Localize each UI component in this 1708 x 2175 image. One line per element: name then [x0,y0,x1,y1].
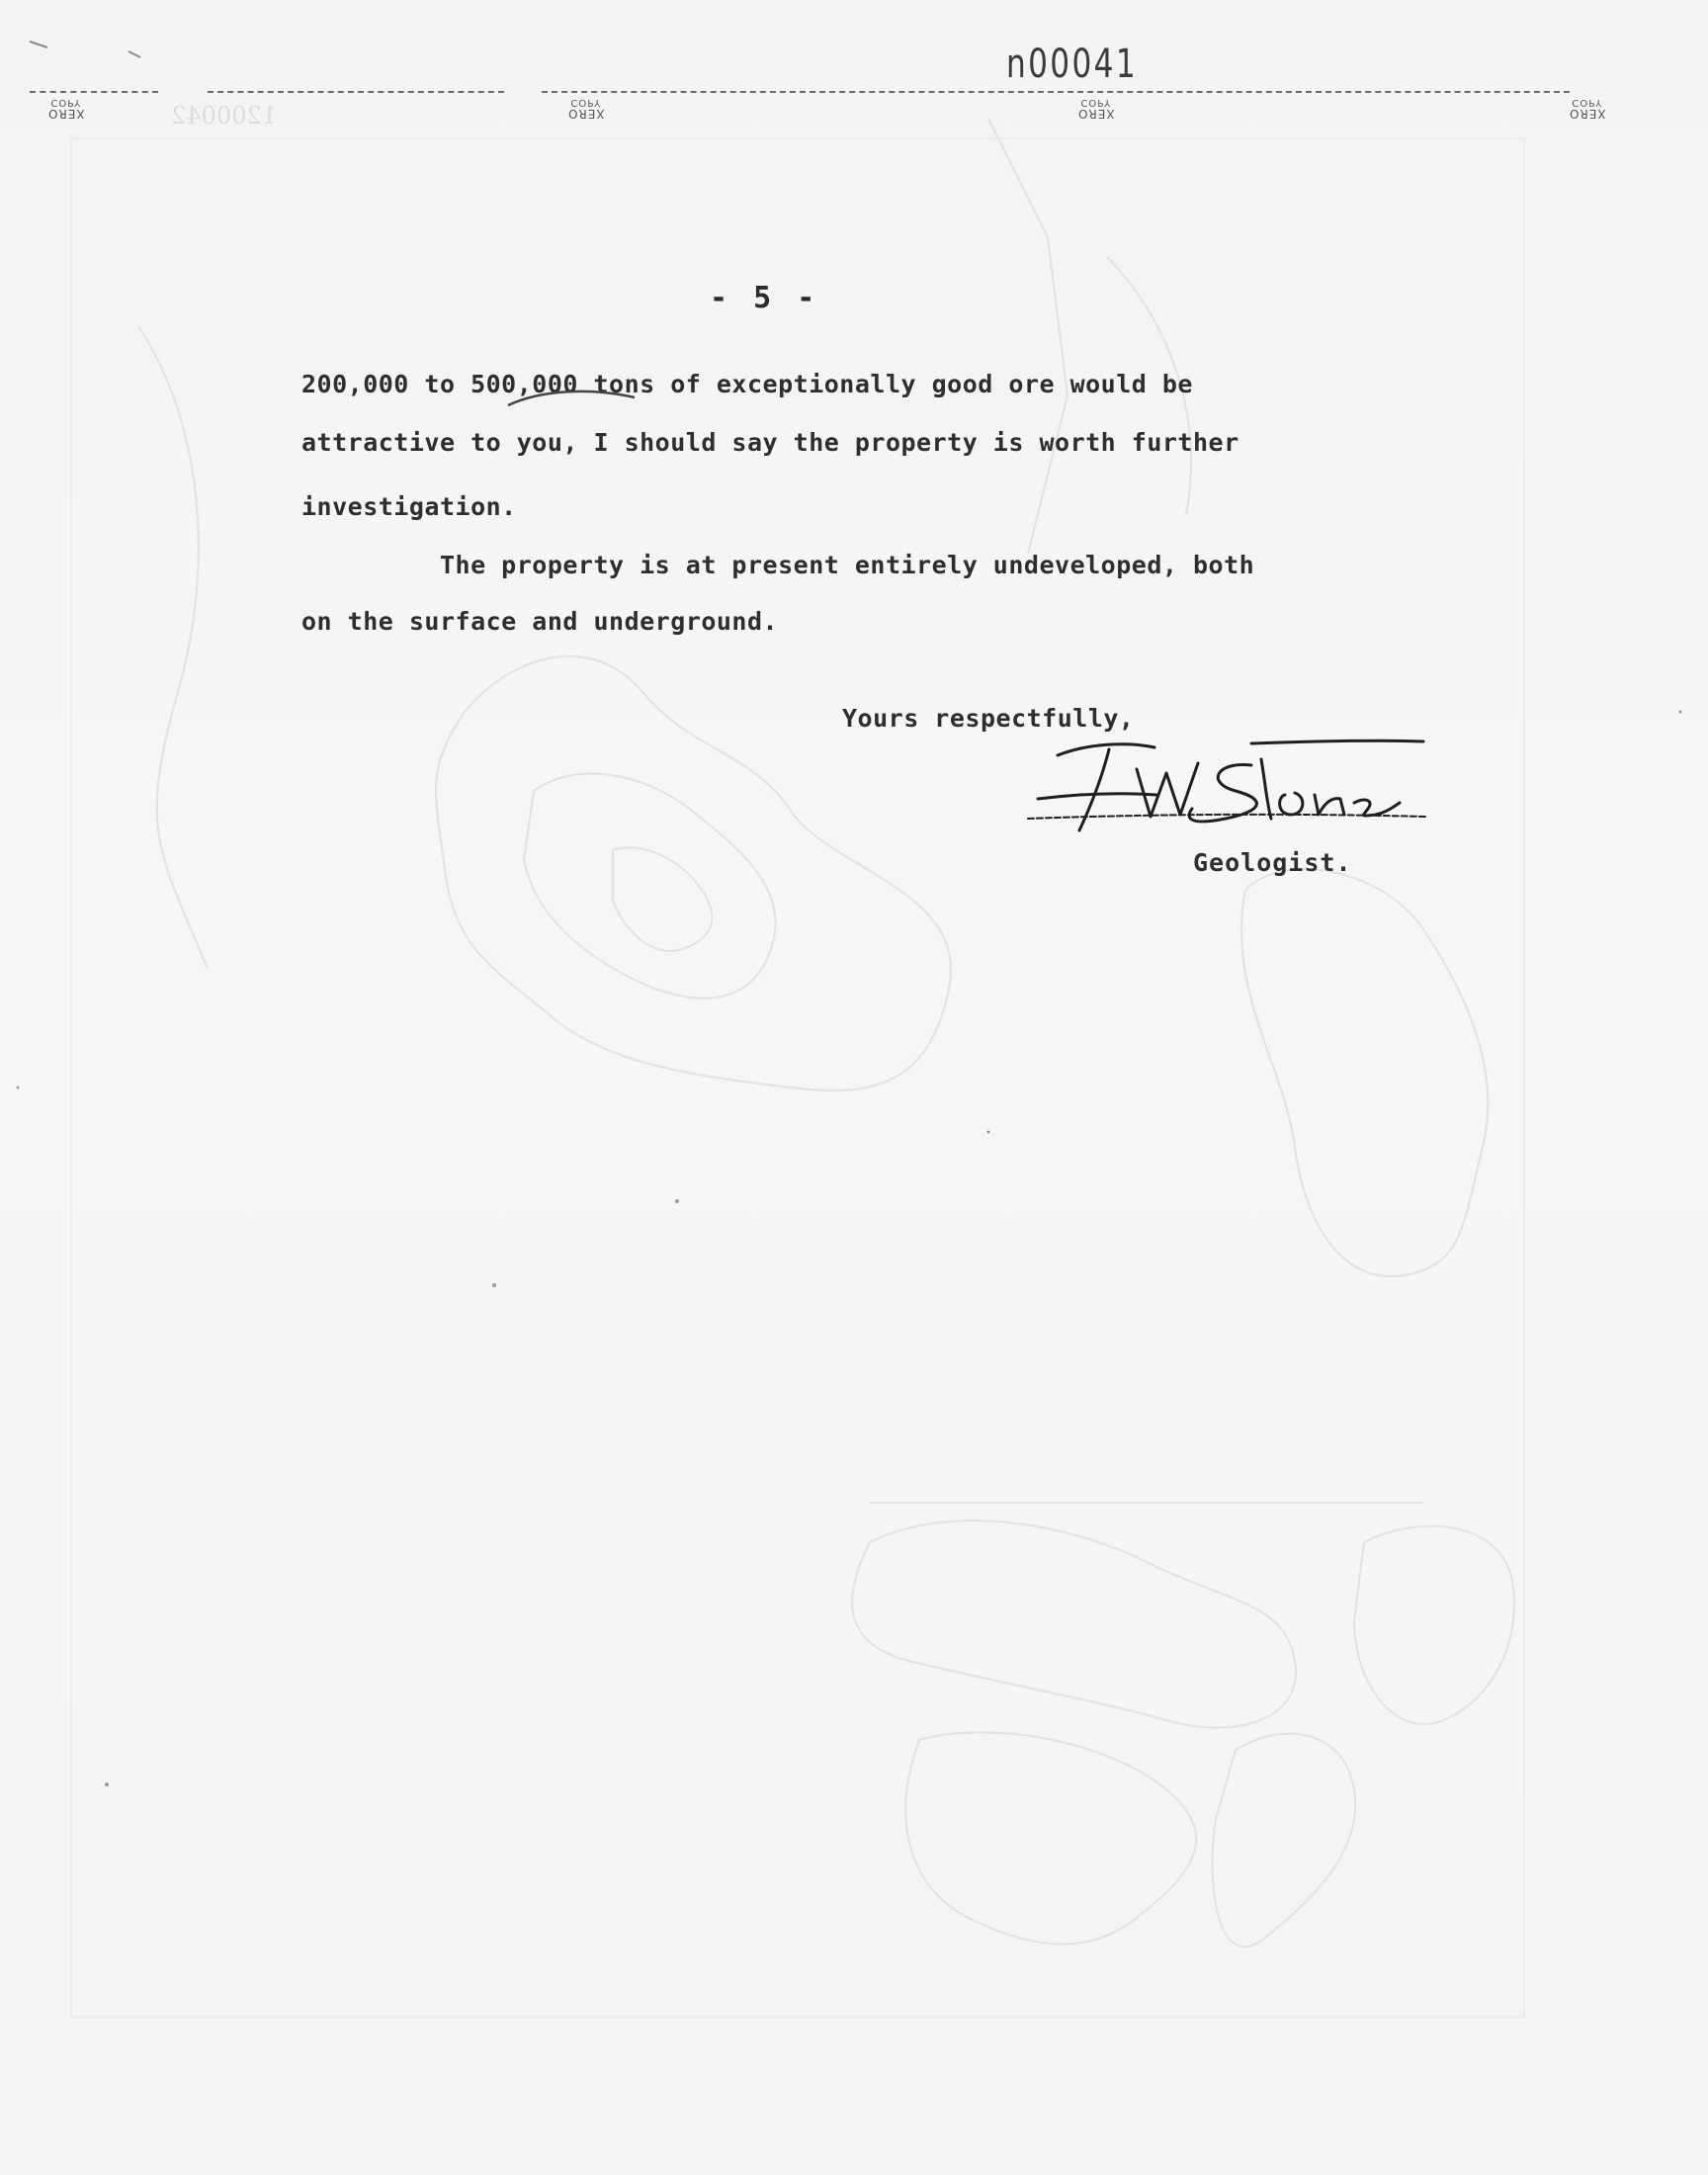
xero-copy-stamp-2: COPY XERO [567,97,605,121]
closing-salutation: Yours respectfully, [842,704,1135,733]
paragraph-2-line-2: on the surface and underground. [301,607,779,636]
signer-title: Geologist. [1193,848,1352,877]
paragraph-1-line-2: attractive to you, I should say the property is worth further [301,428,1239,457]
paragraph-1-line-3: investigation. [301,492,517,521]
xero-copy-stamp-1: COPY XERO [47,97,85,121]
xero-copy-stamp-4: COPY XERO [1569,97,1606,121]
paragraph-1-line-1: 200,000 to 500,000 tons of exceptionally good ore would be [301,370,1193,398]
xero-copy-stamp-3: COPY XERO [1077,97,1115,121]
paragraph-2-line-1: The property is at present entirely undeveloped, both [301,551,1255,579]
svg-text:1200042: 1200042 [171,102,277,130]
document-number: n00041 [1006,42,1139,87]
page-number: - 5 - [710,281,819,315]
